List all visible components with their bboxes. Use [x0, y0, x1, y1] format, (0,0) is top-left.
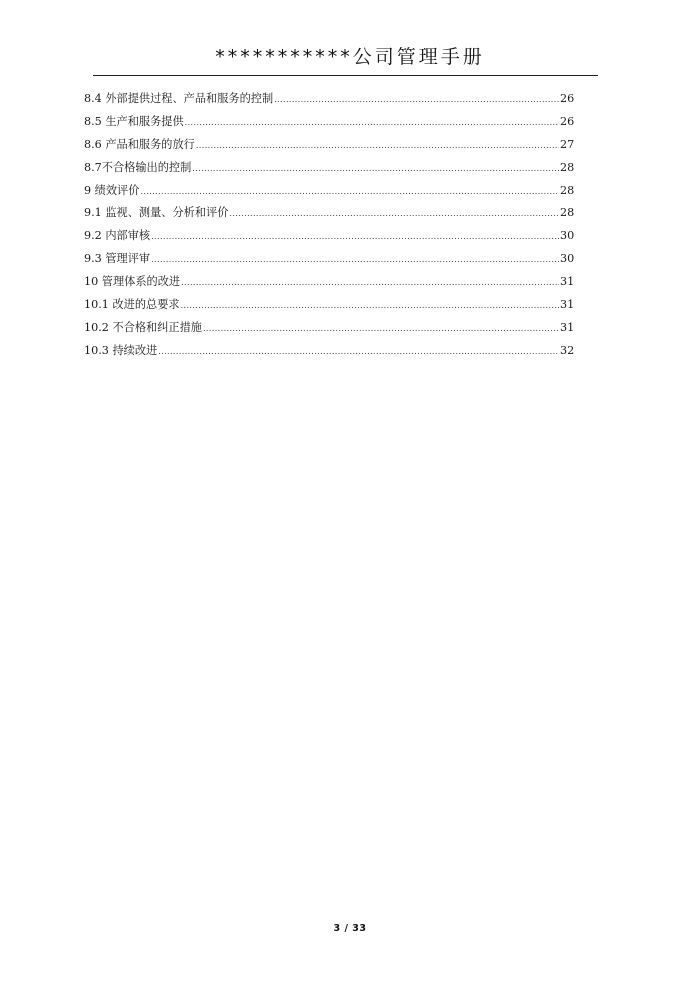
document-header-title: ***********公司管理手册: [215, 46, 485, 68]
toc-entry-label: 10 管理体系的改进: [84, 275, 181, 289]
header-divider: [93, 75, 598, 76]
toc-dot-leader: [185, 112, 559, 135]
toc-entry-page: 28: [560, 183, 575, 197]
toc-entry[interactable]: [84, 134, 574, 157]
toc-dot-leader: [229, 203, 559, 226]
toc-entry[interactable]: [84, 157, 574, 180]
toc-entry-label: 8.7不合格输出的控制: [84, 160, 192, 174]
toc-dot-leader: [192, 158, 559, 181]
toc-dot-leader: [151, 249, 559, 272]
toc-entry-label: 9 绩效评价: [84, 183, 140, 197]
toc-dot-leader: [203, 318, 559, 341]
toc-entry[interactable]: [84, 340, 574, 363]
toc-dot-leader: [196, 135, 559, 158]
toc-entry-label: 9.3 管理评审: [84, 252, 151, 266]
toc-entry-page: 31: [560, 320, 575, 334]
toc-entry-page: 32: [560, 343, 575, 357]
toc-entry-label: 9.1 监视、测量、分析和评价: [84, 206, 229, 220]
toc-entry[interactable]: [84, 271, 574, 294]
toc-entry[interactable]: [84, 180, 574, 203]
table-of-contents: [84, 88, 574, 363]
toc-dot-leader: [181, 272, 559, 295]
toc-dot-leader: [151, 226, 559, 249]
toc-entry[interactable]: [84, 317, 574, 340]
page-number: 3 / 33: [333, 923, 367, 934]
toc-entry-page: 27: [560, 137, 575, 151]
toc-entry[interactable]: [84, 88, 574, 111]
toc-entry[interactable]: [84, 202, 574, 225]
toc-entry-label: 10.2 不合格和纠正措施: [84, 320, 202, 334]
toc-entry-page: 28: [560, 206, 575, 220]
toc-entry-label: 8.5 生产和服务提供: [84, 114, 184, 128]
toc-entry-page: 26: [560, 114, 575, 128]
toc-entry[interactable]: [84, 294, 574, 317]
toc-entry-label: 10.1 改进的总要求: [84, 298, 180, 312]
toc-dot-leader: [181, 295, 559, 318]
toc-dot-leader: [140, 181, 559, 204]
toc-entry-label: 8.4 外部提供过程、产品和服务的控制: [84, 92, 274, 105]
toc-entry-page: 30: [560, 229, 575, 243]
toc-entry[interactable]: [84, 225, 574, 248]
toc-entry[interactable]: [84, 111, 574, 134]
toc-entry-page: 31: [560, 275, 575, 289]
toc-entry[interactable]: [84, 248, 574, 271]
toc-entry-page: 30: [560, 252, 575, 266]
toc-dot-leader: [274, 89, 559, 112]
toc-entry-page: 26: [560, 92, 575, 105]
toc-entry-label: 10.3 持续改进: [84, 343, 158, 357]
toc-entry-label: 9.2 内部审核: [84, 229, 151, 243]
toc-entry-page: 28: [560, 160, 575, 174]
toc-dot-leader: [158, 341, 559, 364]
toc-entry-label: 8.6 产品和服务的放行: [84, 137, 195, 151]
toc-entry-page: 31: [560, 298, 575, 312]
